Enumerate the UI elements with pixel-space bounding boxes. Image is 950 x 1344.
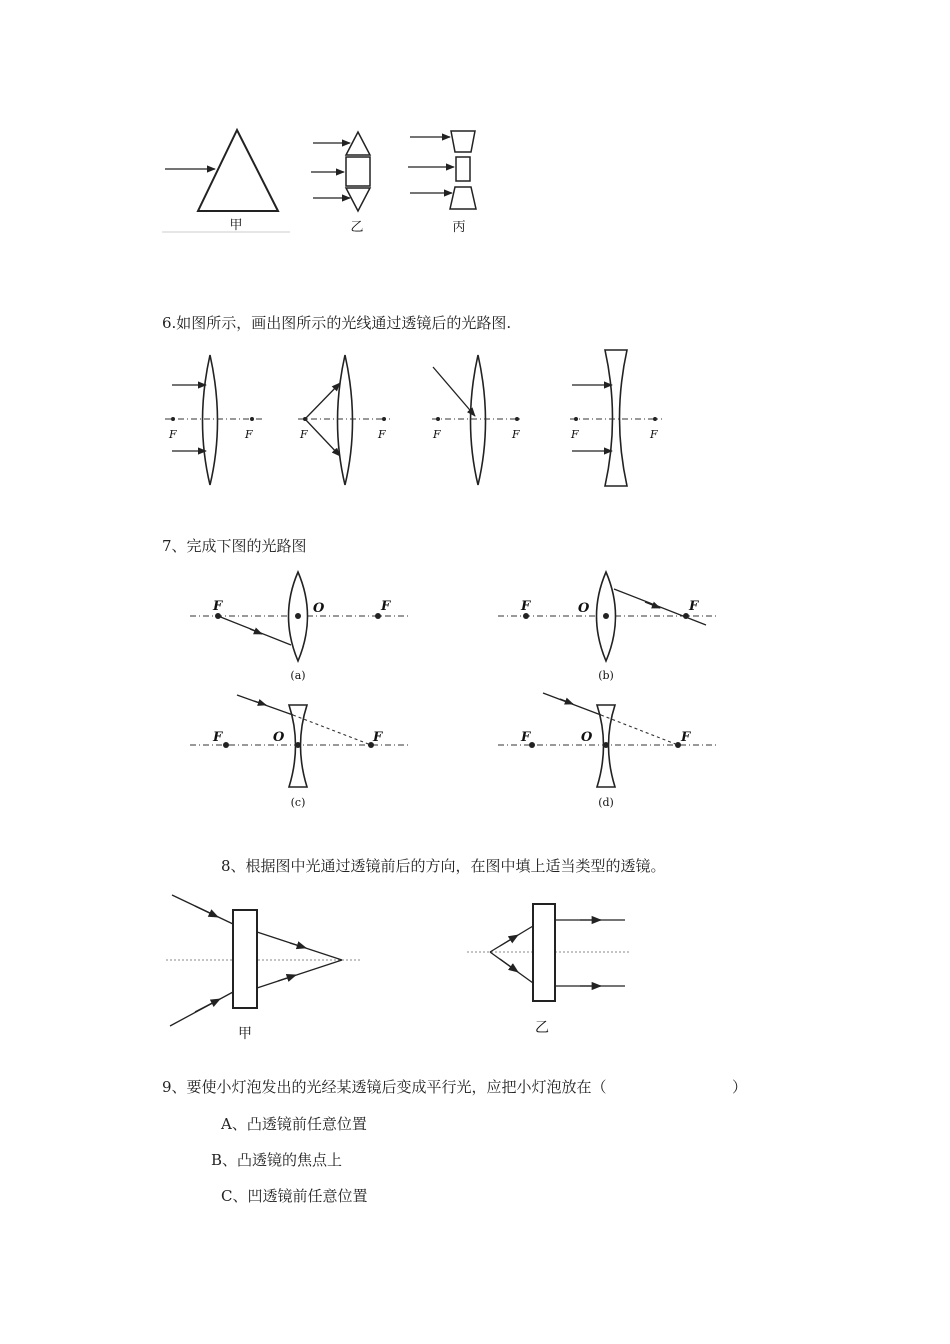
q7-diagram-a xyxy=(190,572,408,682)
focal-label: F xyxy=(650,428,658,441)
prism-jia xyxy=(162,130,290,232)
prism-yi xyxy=(311,132,370,211)
center-label: O xyxy=(581,730,593,745)
focal-label: F xyxy=(213,730,223,745)
center-label: O xyxy=(273,730,285,745)
focal-label: F xyxy=(512,428,520,441)
q8-diagram-jia xyxy=(166,895,360,1042)
q7-figure xyxy=(0,565,950,815)
q7-diagram-c xyxy=(190,695,408,809)
label-bing: 丙 xyxy=(452,220,466,235)
q8-label-yi: 乙 xyxy=(535,1020,549,1036)
focal-label: F xyxy=(521,730,531,745)
focal-label: F xyxy=(213,599,223,614)
q9-option-a[interactable]: A、凸透镜前任意位置 xyxy=(221,1115,367,1133)
focal-label: F xyxy=(521,599,531,614)
focal-label: F xyxy=(378,428,386,441)
prism-figure xyxy=(0,0,950,260)
label-jia: 甲 xyxy=(229,218,243,233)
focal-label: F xyxy=(381,599,391,614)
center-label: O xyxy=(578,601,590,616)
label-yi: 乙 xyxy=(350,220,364,235)
q9-close-paren: ） xyxy=(732,1078,748,1096)
q6-lens-1 xyxy=(165,355,262,485)
focal-label: F xyxy=(689,599,699,614)
q6-lens-3 xyxy=(432,355,522,485)
q6-text: 6.如图所示，画出图所示的光线通过透镜后的光路图. xyxy=(162,314,512,332)
focal-label: F xyxy=(245,428,253,441)
q8-text: 8、根据图中光通过透镜前后的方向，在图中填上适当类型的透镜。 xyxy=(221,857,666,875)
q9-option-b[interactable]: B、凸透镜的焦点上 xyxy=(211,1151,343,1169)
q8-diagram-yi xyxy=(467,904,630,1036)
prism-bing xyxy=(408,131,476,209)
focal-label: F xyxy=(373,730,383,745)
focal-label: F xyxy=(681,730,691,745)
q9-text: 9、要使小灯泡发出的光经某透镜后变成平行光，应把小灯泡放在（ xyxy=(162,1078,607,1096)
q6-lens-2 xyxy=(298,355,390,485)
q7-text: 7、完成下图的光路图 xyxy=(162,537,307,555)
focal-label: F xyxy=(300,428,308,441)
q6-figure xyxy=(0,340,950,510)
subfig-label-d: (d) xyxy=(598,796,614,809)
subfig-label-c: (c) xyxy=(290,796,306,809)
subfig-label-b: (b) xyxy=(598,669,614,682)
q9-option-c[interactable]: C、凹透镜前任意位置 xyxy=(221,1187,368,1205)
q8-label-jia: 甲 xyxy=(238,1026,252,1042)
q6-lens-4 xyxy=(570,350,662,486)
focal-label: F xyxy=(571,428,579,441)
center-label: O xyxy=(313,601,325,616)
focal-label: F xyxy=(169,428,177,441)
q8-figure xyxy=(0,880,950,1050)
subfig-label-a: (a) xyxy=(290,669,306,682)
q7-diagram-b xyxy=(498,572,716,682)
q7-diagram-d xyxy=(498,693,716,809)
focal-label: F xyxy=(433,428,441,441)
